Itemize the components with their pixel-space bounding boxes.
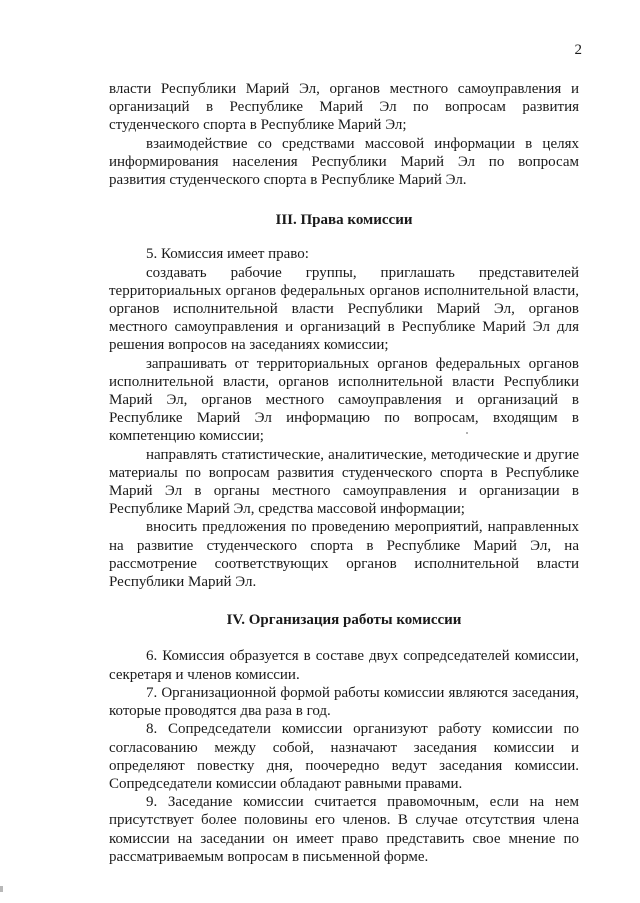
page-number: 2	[574, 42, 582, 58]
paragraph-working-groups: создавать рабочие группы, приглашать представителей территориальных органов федеральных органов исполнительной власти, органов исполнительной власти Республики Марий Эл, органов местного самоуправления и организаций в Республике Марий Эл для решения вопросов на заседаниях комиссии;	[109, 264, 579, 354]
scan-speck	[466, 432, 468, 434]
paragraph-request-info: запрашивать от территориальных органов федеральных органов исполнительной власти, органов исполнительной власти Республики Марий Эл, органов местного самоуправления и организаций в Республике Марий Эл информацию по вопросам, входящим в компетенцию комиссии;	[109, 355, 579, 445]
paragraph-6: 6. Комиссия образуется в составе двух сопредседателей комиссии, секретаря и членов комиссии.	[109, 648, 579, 683]
paragraph-8: 8. Сопредседатели комиссии организуют работу комиссии по согласованию между собой, назначают заседания комиссии и определяют повестку дня, поочередно ведут заседания комиссии. Сопредседатели комиссии обладают равными правами.	[109, 721, 579, 792]
paragraph-7: 7. Организационной формой работы комиссии являются заседания, которые проводятся два раза в год.	[109, 684, 579, 720]
document-body	[109, 80, 579, 866]
scan-edge-mark	[0, 886, 3, 892]
paragraph-media-interaction: взаимодействие со средствами массовой информации в целях информирования населения Республики Марий Эл по вопросам развития студенческого спорта в Республике Марий Эл.	[109, 135, 579, 189]
section-heading-rights: III. Права комиссии	[275, 212, 413, 229]
section-heading-organization: IV. Организация работы комиссии	[226, 612, 462, 629]
paragraph-proposals: вносить предложения по проведению мероприятий, направленных на развитие студенческого спорта в Республике Марий Эл, на рассмотрение соответствующих органов исполнительной власти Республики Марий Эл.	[109, 519, 579, 591]
paragraph-send-materials: направлять статистические, аналитические, методические и другие материалы по вопросам развития студенческого спорта в Республике Марий Эл в органы местного самоуправления и организации в Республике Марий Эл, средства массовой информации;	[109, 446, 579, 518]
paragraph-5-intro: 5. Комиссия имеет право:	[146, 246, 309, 263]
paragraph-continuation: власти Республики Марий Эл, органов местного самоуправления и организаций в Республике Марий Эл по вопросам развития студенческого спорта в Республике Марий Эл;	[109, 81, 579, 134]
paragraph-9: 9. Заседание комиссии считается правомочным, если на нем присутствует более половины его членов. В случае отсутствия члена комиссии на заседании он имеет право представить свое мнение по рассматриваемым вопросам в письменной форме.	[109, 794, 579, 865]
